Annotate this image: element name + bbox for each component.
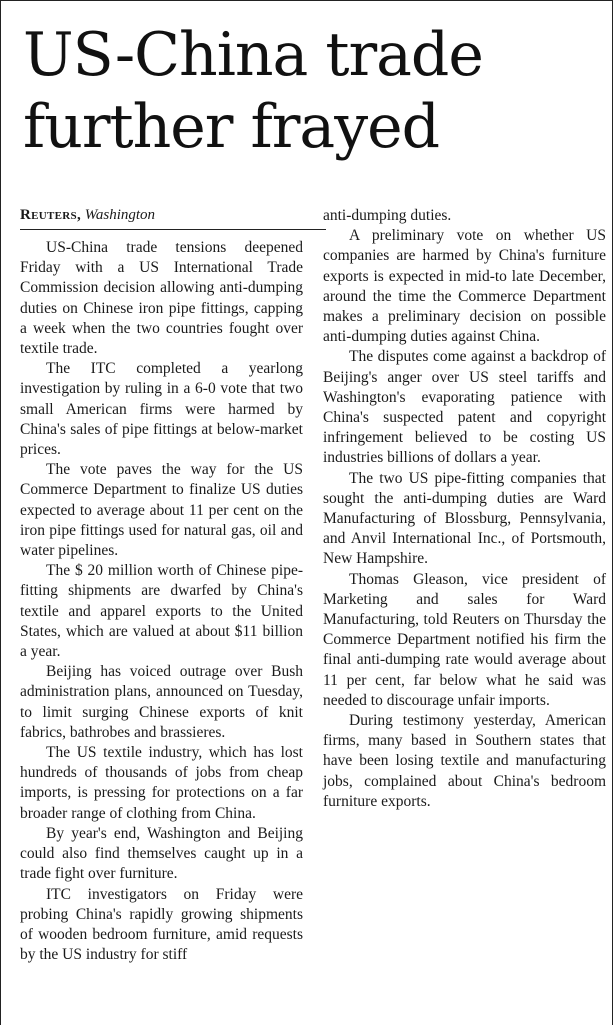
paragraph: US-China trade tensions deepened Friday with a US International Trade Commission decision allowing anti-dumping duties on Chinese iron pipe fittings, capping a week when the two countries fought over textile trade. — [20, 239, 303, 358]
paragraph: During testimony yesterday, American firms, many based in Southern states that have been losing textile and manufacturing jobs, complained about China's bedroom furniture exports. — [323, 712, 606, 810]
paragraph: The $ 20 million worth of Chinese pipe-fitting shipments are dwarfed by China's textile and apparel exports to the United States, which are valued at about $11 billion a year. — [20, 562, 303, 661]
paragraph: By year's end, Washington and Beijing could also find themselves caught up in a trade fight over furniture. — [20, 824, 303, 883]
paragraph: The vote paves the way for the US Commerce Department to finalize US duties expected to average about 11 per cent on the iron pipe fittings used for natural gas, oil and water pipelines. — [20, 461, 303, 560]
paragraph: A preliminary vote on whether US companies are harmed by China's furniture exports is expected in mid-to late December, around the time the Commerce Department makes a preliminary decision on possible anti-dumping duties against China. — [323, 227, 606, 346]
paragraph: Thomas Gleason, vice president of Marketing and sales for Ward Manufacturing, told Reuters on Thursday the Commerce Department notified his firm the final anti-dumping rate would average about 11 per cent, far below what he said was needed to discourage unfair imports. — [323, 570, 606, 709]
byline — [20, 205, 303, 227]
paragraph: The disputes come against a backdrop of Beijing's anger over US steel tariffs and Washington's evaporating patience with China's suspected patent and copyright infringement believed to be costing US industries billions of dollars a year. — [323, 348, 606, 467]
article-column-left — [20, 205, 303, 965]
byline-rule — [20, 229, 326, 230]
paragraph: The US textile industry, which has lost hundreds of thousands of jobs from cheap imports, is pressing for protections on a far broader range of clothing from China. — [20, 744, 303, 822]
byline-source: Reuters, — [20, 207, 81, 223]
paragraph: The ITC completed a yearlong investigation by ruling in a 6-0 vote that two small American firms were harmed by China's sales of pipe fittings at below-market prices. — [20, 360, 303, 459]
article-column-right — [323, 206, 606, 812]
paragraph-continuation: anti-dumping duties. — [323, 207, 452, 224]
paragraph: The two US pipe-fitting companies that sought the anti-dumping duties are Ward Manufacturing of Blossburg, Pennsylvania, and Anvil International Inc., of Portsmouth, New Hampshire. — [323, 469, 606, 568]
headline: US-China trade further frayed — [23, 20, 483, 162]
byline-location: Washington — [84, 207, 156, 223]
paragraph: ITC investigators on Friday were probing China's rapidly growing shipments of wooden bedroom furniture, amid requests by the US industry for stiff — [20, 885, 303, 964]
paragraph: Beijing has voiced outrage over Bush administration plans, announced on Tuesday, to limit surging Chinese exports of knit fabrics, bathrobes and brassieres. — [20, 663, 303, 741]
